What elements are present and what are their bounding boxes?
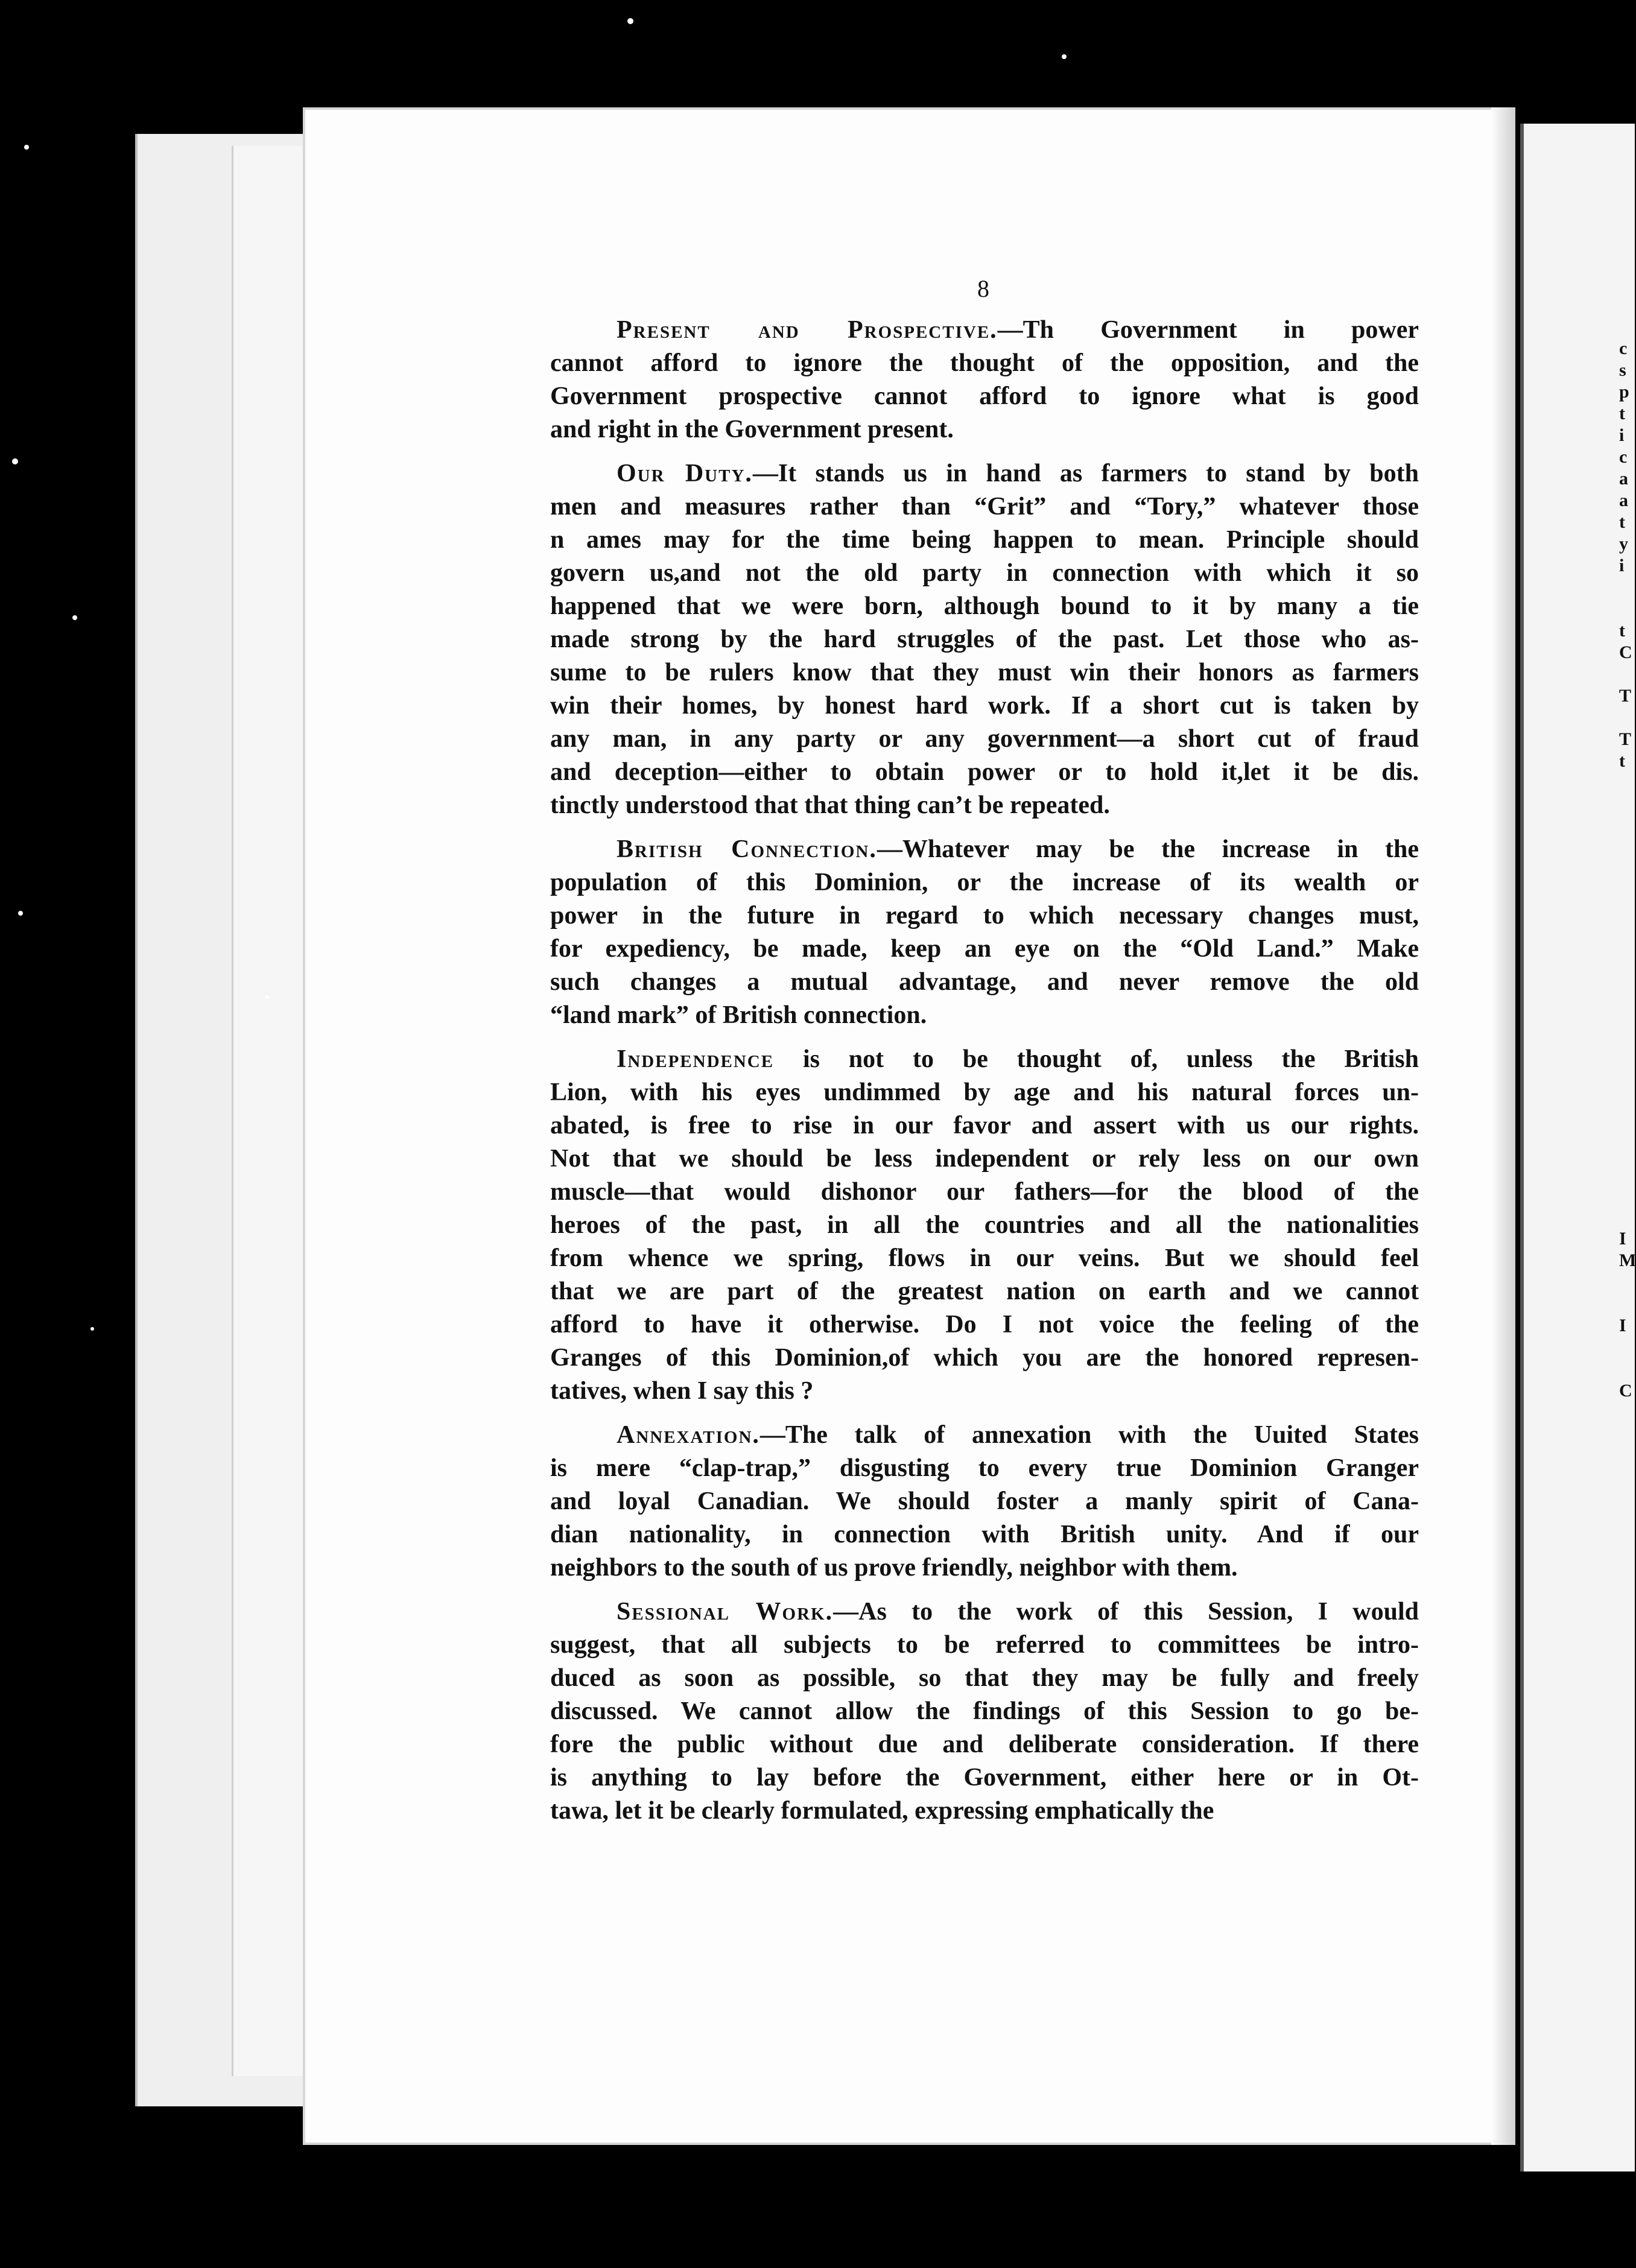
line-text: and right in the Government present. xyxy=(550,416,954,443)
text-line xyxy=(550,1485,1419,1518)
text-line xyxy=(550,789,1419,822)
line-text: —Whatever may be the increase in the xyxy=(877,835,1419,863)
scan-speck xyxy=(12,458,18,464)
text-line xyxy=(550,490,1419,524)
line-text: sume to be rulers know that they must win their honors as farmers xyxy=(550,659,1419,686)
paragraph-heading: Annexation. xyxy=(617,1421,760,1449)
text-line xyxy=(550,1275,1419,1308)
paragraph xyxy=(550,457,1419,822)
text-line xyxy=(550,1452,1419,1485)
line-text: tawa, let it be clearly formulated, expressing emphatically the xyxy=(550,1797,1214,1825)
facing-page-letter xyxy=(1619,1076,1631,1098)
text-line xyxy=(550,1518,1419,1551)
line-text: happened that we were born, although bound to it by many a tie xyxy=(550,592,1419,620)
text-line xyxy=(550,1761,1419,1794)
facing-page-letter xyxy=(1619,1054,1631,1076)
text-line xyxy=(550,524,1419,557)
text-line xyxy=(550,656,1419,689)
line-text: abated, is free to rise in our favor and assert with us our rights. xyxy=(550,1112,1419,1139)
facing-page-letter: C xyxy=(1619,1381,1632,1401)
facing-page-letter xyxy=(1619,1098,1631,1120)
facing-page-letter: a xyxy=(1619,469,1628,489)
text-line xyxy=(550,1176,1419,1209)
facing-page-letter: M xyxy=(1619,1250,1636,1270)
line-text: Lion, with his eyes undimmed by age and his natural forces un- xyxy=(550,1079,1419,1106)
facing-page-letter: c xyxy=(1619,447,1628,467)
text-line xyxy=(550,1728,1419,1761)
text-line xyxy=(550,1076,1419,1109)
facing-page-letter: t xyxy=(1619,404,1625,423)
facing-page-letter xyxy=(1619,1011,1631,1033)
facing-page-letter: I xyxy=(1619,1229,1626,1249)
facing-page-letters xyxy=(1619,338,1636,1402)
facing-page-letter xyxy=(1619,968,1631,989)
line-text: population of this Dominion, or the increase of its wealth or xyxy=(550,869,1419,896)
facing-page-letter: i xyxy=(1619,556,1625,575)
text-line xyxy=(550,623,1419,656)
line-text: tatives, when I say this ? xyxy=(550,1377,814,1405)
text-line xyxy=(550,380,1419,413)
line-text: for expediency, be made, keep an eye on the “Old Land.” Make xyxy=(550,935,1419,963)
line-text: —The talk of annexation with the Uuited States xyxy=(759,1421,1419,1449)
line-text: n ames may for the time being happen to mean. Principle should xyxy=(550,526,1419,554)
facing-page-letter xyxy=(1619,1141,1631,1163)
line-text: heroes of the past, in all the countries and all the nationalities xyxy=(550,1211,1419,1239)
paragraph xyxy=(550,833,1419,1032)
text-line xyxy=(550,347,1419,380)
text-line xyxy=(550,1662,1419,1695)
paragraph-heading: British Connection. xyxy=(617,835,877,863)
line-text: dian nationality, in connection with British unity. And if our xyxy=(550,1521,1419,1548)
facing-page-letter xyxy=(1619,794,1631,816)
facing-page-letter: c xyxy=(1619,338,1628,358)
facing-page-letter xyxy=(1619,1272,1631,1293)
line-text: made strong by the hard struggles of the past. Let those who as- xyxy=(550,626,1419,653)
facing-page-letter xyxy=(1619,1120,1631,1141)
line-text: muscle—that would dishonor our fathers—for the blood of the xyxy=(550,1178,1419,1206)
line-text: Government prospective cannot afford to ignore what is good xyxy=(550,382,1419,410)
scan-speck xyxy=(18,911,23,916)
line-text: afford to have it otherwise. Do I not voice the feeling of the xyxy=(550,1311,1419,1338)
facing-page-letter xyxy=(1619,1033,1631,1054)
text-line xyxy=(550,1419,1419,1452)
facing-page-letter: t xyxy=(1619,621,1625,641)
text-line xyxy=(550,1551,1419,1585)
page-gutter-shadow xyxy=(1491,107,1515,2145)
scan-speck xyxy=(90,1327,94,1331)
text-line xyxy=(550,1142,1419,1176)
facing-page-letter xyxy=(1619,924,1631,946)
scan-speck xyxy=(72,615,77,620)
scan-speck xyxy=(24,145,29,150)
facing-page-letter: i xyxy=(1619,425,1625,445)
facing-page-letter xyxy=(1619,816,1631,837)
facing-page-letter xyxy=(1619,1358,1631,1380)
facing-page-letter xyxy=(1619,946,1631,968)
facing-page-letter: a xyxy=(1619,490,1628,510)
text-line xyxy=(550,1242,1419,1275)
facing-page-letter xyxy=(1619,1185,1631,1206)
facing-page-letter xyxy=(1619,989,1631,1011)
facing-page-letter: I xyxy=(1619,1316,1626,1335)
text-line xyxy=(550,1595,1419,1629)
text-line xyxy=(550,1209,1419,1242)
line-text: tinctly understood that that thing can’t be repeated. xyxy=(550,791,1110,819)
line-text: men and measures rather than “Grit” and “Tory,” whatever those xyxy=(550,493,1419,521)
line-text: fore the public without due and deliberate consideration. If there xyxy=(550,1731,1419,1758)
line-text: and deception—either to obtain power or to hold it,let it be dis. xyxy=(550,758,1419,786)
line-text: from whence we spring, flows in our veins. But we should feel xyxy=(550,1244,1419,1272)
page-number: 8 xyxy=(977,275,989,302)
facing-page-letter: T xyxy=(1619,686,1632,706)
facing-page-letter xyxy=(1619,772,1631,794)
facing-page-letter xyxy=(1619,707,1631,729)
facing-page-letter: s xyxy=(1619,360,1626,380)
line-text: suggest, that all subjects to be referred to committees be intro- xyxy=(550,1631,1419,1659)
facing-page-letter: p xyxy=(1619,382,1629,402)
text-line xyxy=(550,1695,1419,1728)
facing-page-letter xyxy=(1619,664,1631,685)
text-line xyxy=(550,933,1419,966)
line-text: that we are part of the greatest nation on earth and we cannot xyxy=(550,1278,1419,1305)
facing-page-edge xyxy=(1520,124,1635,2171)
facing-page-letter xyxy=(1619,837,1631,859)
text-line xyxy=(550,1629,1419,1662)
line-text: “land mark” of British connection. xyxy=(550,1001,927,1029)
text-line xyxy=(550,1308,1419,1341)
text-line xyxy=(550,1341,1419,1375)
line-text: —As to the work of this Session, I would xyxy=(833,1598,1419,1626)
paragraph xyxy=(550,1595,1419,1828)
line-text: govern us,and not the old party in connection with which it so xyxy=(550,559,1419,587)
text-line xyxy=(550,457,1419,490)
text-line xyxy=(550,413,1419,446)
line-text: —Th Government in power xyxy=(997,316,1419,344)
facing-page-letter: C xyxy=(1619,642,1632,662)
text-line xyxy=(550,1109,1419,1142)
line-text: —It stands us in hand as farmers to stand by both xyxy=(752,460,1419,487)
text-line xyxy=(550,899,1419,933)
line-text: cannot afford to ignore the thought of the opposition, and the xyxy=(550,349,1419,377)
paragraph-heading: Independence xyxy=(617,1045,775,1073)
line-text: is anything to lay before the Government, either here or in Ot- xyxy=(550,1764,1419,1791)
paragraph-heading: Our Duty. xyxy=(617,460,753,487)
line-text: is not to be thought of, unless the British xyxy=(774,1045,1419,1073)
facing-page-letter xyxy=(1619,881,1631,902)
facing-page-letter xyxy=(1619,902,1631,924)
text-line xyxy=(550,689,1419,723)
facing-page-letter: y xyxy=(1619,534,1628,554)
text-line xyxy=(550,756,1419,789)
facing-page-letter: t xyxy=(1619,751,1625,771)
facing-page-letter: t xyxy=(1619,512,1625,532)
facing-page-letter xyxy=(1619,1337,1631,1358)
text-line xyxy=(550,999,1419,1032)
line-text: is mere “clap-trap,” disgusting to every true Dominion Granger xyxy=(550,1454,1419,1482)
line-text: and loyal Canadian. We should foster a manly spirit of Cana- xyxy=(550,1487,1419,1515)
page-body xyxy=(550,314,1419,1839)
text-line xyxy=(550,1043,1419,1076)
paragraph xyxy=(550,1419,1419,1585)
facing-page-letter xyxy=(1619,598,1631,620)
line-text: power in the future in regard to which necessary changes must, xyxy=(550,902,1419,930)
line-text: win their homes, by honest hard work. If a short cut is taken by xyxy=(550,692,1419,720)
line-text: such changes a mutual advantage, and never remove the old xyxy=(550,968,1419,996)
text-line xyxy=(550,723,1419,756)
line-text: duced as soon as possible, so that they may be fully and freely xyxy=(550,1664,1419,1692)
facing-page-letter xyxy=(1619,859,1631,881)
text-line xyxy=(550,557,1419,590)
text-line xyxy=(550,966,1419,999)
text-line xyxy=(550,1794,1419,1828)
text-line xyxy=(550,590,1419,623)
scan-speck xyxy=(265,995,269,999)
paragraph xyxy=(550,1043,1419,1408)
facing-page-letter xyxy=(1619,1293,1631,1315)
text-line xyxy=(550,833,1419,866)
paragraph-heading: Present and Prospective. xyxy=(617,316,998,344)
facing-page-letter: T xyxy=(1619,729,1632,749)
paragraph xyxy=(550,314,1419,446)
text-line xyxy=(550,314,1419,347)
line-text: Granges of this Dominion,of which you are the honored represen- xyxy=(550,1344,1419,1372)
line-text: discussed. We cannot allow the findings of this Session to go be- xyxy=(550,1697,1419,1725)
facing-page-letter xyxy=(1619,1206,1631,1228)
scan-speck xyxy=(1062,54,1067,59)
text-line xyxy=(550,1375,1419,1408)
text-line xyxy=(550,866,1419,899)
paragraph-heading: Sessional Work. xyxy=(617,1598,834,1626)
line-text: neighbors to the south of us prove friendly, neighbor with them. xyxy=(550,1554,1238,1582)
line-text: any man, in any party or any government—a short cut of fraud xyxy=(550,725,1419,753)
facing-page-letter xyxy=(1619,577,1631,598)
facing-page-letter xyxy=(1619,1163,1631,1185)
scan-speck xyxy=(627,18,633,24)
line-text: Not that we should be less independent or rely less on our own xyxy=(550,1145,1419,1173)
